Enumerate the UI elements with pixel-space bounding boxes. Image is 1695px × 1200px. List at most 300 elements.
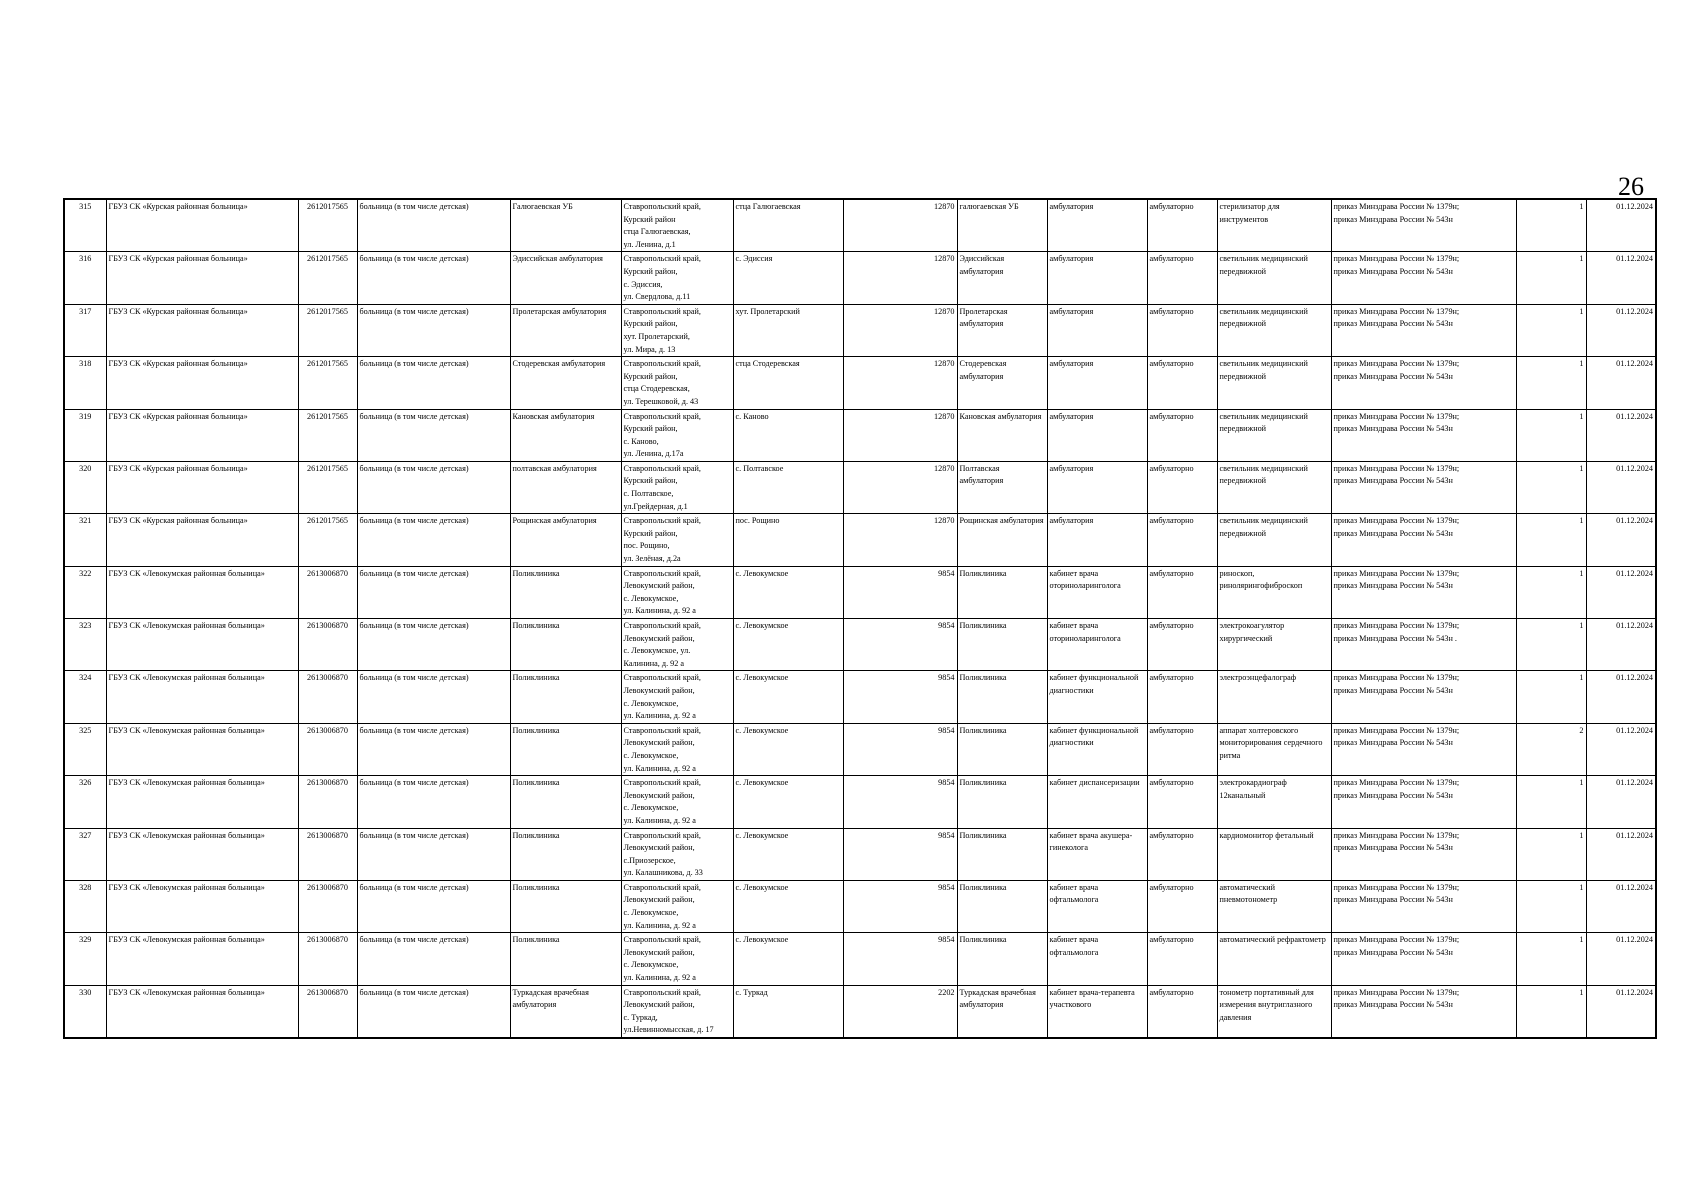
organization-name: ГБУЗ СК «Левокумская районная больница» [106, 671, 298, 723]
locality-cell: с. Левокумское [733, 671, 843, 723]
subunit-cell: Поликлиника [957, 619, 1047, 671]
order-cell [1331, 723, 1516, 775]
address-cell-line: Ставропольский край, [623, 463, 701, 473]
address-cell-line: Левокумский район, [623, 895, 695, 905]
quantity-cell: 1 [1516, 985, 1586, 1038]
address-cell-line: Левокумский район, [623, 633, 695, 643]
address-cell-line: ул. Терешковой, д. 43 [623, 396, 699, 406]
table-row [64, 619, 1656, 671]
table-row [64, 671, 1656, 723]
address-cell-line: с. Левокумское, ул. [623, 646, 691, 656]
address-cell-line: Курский район, [623, 319, 678, 329]
order-cell-line: приказ Минздрава России № 543н [1333, 1000, 1453, 1010]
address-cell-line: с.Приозерское, [623, 855, 676, 865]
subunit-cell: Поликлиника [957, 880, 1047, 932]
order-cell-line: приказ Минздрава России № 543н [1333, 843, 1453, 853]
inn-cell: 2612017565 [298, 252, 357, 304]
row-number: 326 [64, 776, 106, 828]
row-number: 329 [64, 933, 106, 985]
organization-name: ГБУЗ СК «Курская районная больница» [106, 304, 298, 356]
quantity-cell: 1 [1516, 566, 1586, 618]
order-cell [1331, 304, 1516, 356]
order-cell-line: приказ Минздрава России № 543н [1333, 266, 1453, 276]
date-cell: 01.12.2024 [1586, 566, 1656, 618]
room-cell: амбулатория [1047, 461, 1147, 513]
order-cell-line: приказ Минздрава России № 1379н; [1333, 882, 1460, 892]
order-cell [1331, 933, 1516, 985]
row-number: 317 [64, 304, 106, 356]
address-cell-line: с. Эдиссия, [623, 279, 663, 289]
inn-cell: 2613006870 [298, 933, 357, 985]
order-cell-line: приказ Минздрава России № 543н [1333, 790, 1453, 800]
date-cell: 01.12.2024 [1586, 671, 1656, 723]
equipment-cell: электроэнцефалограф [1217, 671, 1331, 723]
quantity-cell: 1 [1516, 619, 1586, 671]
code-cell: 9854 [843, 933, 957, 985]
address-cell-line: с. Каново, [623, 436, 659, 446]
table-row [64, 723, 1656, 775]
care-form-cell: амбулаторно [1147, 566, 1217, 618]
address-cell-line: ул. Калинина, д. 92 а [623, 606, 696, 616]
care-form-cell: амбулаторно [1147, 880, 1217, 932]
date-cell: 01.12.2024 [1586, 409, 1656, 461]
address-cell-line: ул. Калинина, д. 92 а [623, 763, 696, 773]
order-cell-line: приказ Минздрава России № 543н . [1333, 633, 1457, 643]
table-row [64, 252, 1656, 304]
room-cell: кабинет врача офтальмолога [1047, 880, 1147, 932]
structural-unit: Поликлиника [510, 566, 621, 618]
subunit-cell: Поликлиника [957, 723, 1047, 775]
quantity-cell: 1 [1516, 671, 1586, 723]
address-cell-line: Ставропольский край, [623, 673, 701, 683]
care-form-cell: амбулаторно [1147, 776, 1217, 828]
order-cell [1331, 409, 1516, 461]
address-cell-line: Ставропольский край, [623, 568, 701, 578]
structural-unit: Поликлиника [510, 723, 621, 775]
table-row [64, 357, 1656, 409]
code-cell: 12870 [843, 304, 957, 356]
address-cell-line: Курский район [623, 214, 676, 224]
inn-cell: 2612017565 [298, 461, 357, 513]
table-row [64, 828, 1656, 880]
organization-name: ГБУЗ СК «Курская районная больница» [106, 461, 298, 513]
structural-unit: Поликлиника [510, 619, 621, 671]
room-cell: амбулатория [1047, 514, 1147, 566]
locality-cell: с. Левокумское [733, 776, 843, 828]
subunit-cell: Поликлиника [957, 566, 1047, 618]
inn-cell: 2613006870 [298, 985, 357, 1038]
code-cell: 12870 [843, 514, 957, 566]
order-cell [1331, 671, 1516, 723]
address-cell-line: стца Галюгаевская, [623, 227, 691, 237]
row-number: 323 [64, 619, 106, 671]
subunit-cell: Пролетарская амбулатория [957, 304, 1047, 356]
inn-cell: 2613006870 [298, 776, 357, 828]
equipment-cell: светильник медицинский передвижной [1217, 304, 1331, 356]
structural-unit: полтавская амбулатория [510, 461, 621, 513]
care-form-cell: амбулаторно [1147, 304, 1217, 356]
order-cell [1331, 776, 1516, 828]
address-cell-line: Калинина, д. 92 а [623, 658, 685, 668]
organization-name: ГБУЗ СК «Левокумская районная больница» [106, 619, 298, 671]
room-cell: кабинет врача оториноларинголога [1047, 619, 1147, 671]
quantity-cell: 1 [1516, 933, 1586, 985]
address-cell-line: Ставропольский край, [623, 935, 701, 945]
equipment-cell: светильник медицинский передвижной [1217, 357, 1331, 409]
date-cell: 01.12.2024 [1586, 357, 1656, 409]
address-cell [621, 566, 733, 618]
organization-type: больница (в том числе детская) [357, 514, 510, 566]
locality-cell: с. Левокумское [733, 880, 843, 932]
address-cell-line: Левокумский район, [623, 843, 695, 853]
code-cell: 9854 [843, 671, 957, 723]
subunit-cell: Поликлиника [957, 776, 1047, 828]
structural-unit: Поликлиника [510, 933, 621, 985]
address-cell [621, 514, 733, 566]
address-cell [621, 199, 733, 252]
row-number: 321 [64, 514, 106, 566]
date-cell: 01.12.2024 [1586, 776, 1656, 828]
row-number: 315 [64, 199, 106, 252]
order-cell-line: приказ Минздрава России № 543н [1333, 528, 1453, 538]
table-row [64, 304, 1656, 356]
quantity-cell: 1 [1516, 304, 1586, 356]
locality-cell: с. Каново [733, 409, 843, 461]
structural-unit: Кановская амбулатория [510, 409, 621, 461]
table-row [64, 776, 1656, 828]
locality-cell: пос. Рощино [733, 514, 843, 566]
address-cell-line: с. Левокумское, [623, 803, 679, 813]
row-number: 328 [64, 880, 106, 932]
address-cell [621, 409, 733, 461]
table-row [64, 461, 1656, 513]
code-cell: 9854 [843, 880, 957, 932]
address-cell [621, 880, 733, 932]
address-cell [621, 619, 733, 671]
order-cell [1331, 566, 1516, 618]
row-number: 319 [64, 409, 106, 461]
address-cell-line: с. Левокумское, [623, 593, 679, 603]
locality-cell: с. Полтавское [733, 461, 843, 513]
address-cell [621, 252, 733, 304]
locality-cell: с. Левокумское [733, 933, 843, 985]
date-cell: 01.12.2024 [1586, 828, 1656, 880]
order-cell-line: приказ Минздрава России № 543н [1333, 319, 1453, 329]
address-cell [621, 357, 733, 409]
room-cell: амбулатория [1047, 357, 1147, 409]
address-cell-line: Левокумский район, [623, 947, 695, 957]
equipment-cell: кардиомонитор фетальный [1217, 828, 1331, 880]
order-cell [1331, 461, 1516, 513]
organization-name: ГБУЗ СК «Левокумская районная больница» [106, 880, 298, 932]
date-cell: 01.12.2024 [1586, 985, 1656, 1038]
order-cell [1331, 985, 1516, 1038]
organization-name: ГБУЗ СК «Левокумская районная больница» [106, 985, 298, 1038]
address-cell-line: Ставропольский край, [623, 830, 701, 840]
room-cell: кабинет диспансеризации [1047, 776, 1147, 828]
order-cell-line: приказ Минздрава России № 543н [1333, 685, 1453, 695]
organization-type: больница (в том числе детская) [357, 357, 510, 409]
equipment-cell: светильник медицинский передвижной [1217, 252, 1331, 304]
organization-type: больница (в том числе детская) [357, 985, 510, 1038]
equipment-cell: риноскоп, ринолярингофиброскоп [1217, 566, 1331, 618]
equipment-registry-table [63, 198, 1657, 1039]
table-row [64, 880, 1656, 932]
order-cell-line: приказ Минздрава России № 1379н; [1333, 987, 1460, 997]
date-cell: 01.12.2024 [1586, 199, 1656, 252]
organization-type: больница (в том числе детская) [357, 828, 510, 880]
subunit-cell: Полтавская амбулатория [957, 461, 1047, 513]
address-cell-line: Ставропольский край, [623, 516, 701, 526]
code-cell: 12870 [843, 199, 957, 252]
structural-unit: Пролетарская амбулатория [510, 304, 621, 356]
organization-name: ГБУЗ СК «Левокумская районная больница» [106, 566, 298, 618]
code-cell: 9854 [843, 619, 957, 671]
order-cell-line: приказ Минздрава России № 543н [1333, 424, 1453, 434]
room-cell: кабинет врача офтальмолога [1047, 933, 1147, 985]
code-cell: 12870 [843, 252, 957, 304]
date-cell: 01.12.2024 [1586, 619, 1656, 671]
quantity-cell: 2 [1516, 723, 1586, 775]
inn-cell: 2612017565 [298, 409, 357, 461]
order-cell-line: приказ Минздрава России № 1379н; [1333, 673, 1460, 683]
organization-type: больница (в том числе детская) [357, 199, 510, 252]
inn-cell: 2613006870 [298, 723, 357, 775]
address-cell-line: Курский район, [623, 266, 678, 276]
room-cell: амбулатория [1047, 409, 1147, 461]
care-form-cell: амбулаторно [1147, 199, 1217, 252]
order-cell-line: приказ Минздрава России № 1379н; [1333, 778, 1460, 788]
subunit-cell: Кановская амбулатория [957, 409, 1047, 461]
equipment-cell: автоматический пневмотонометр [1217, 880, 1331, 932]
equipment-cell: электрокоагулятор хирургический [1217, 619, 1331, 671]
inn-cell: 2612017565 [298, 199, 357, 252]
order-cell-line: приказ Минздрава России № 1379н; [1333, 935, 1460, 945]
address-cell-line: Ставропольский край, [623, 882, 701, 892]
address-cell-line: Ставропольский край, [623, 987, 701, 997]
code-cell: 9854 [843, 566, 957, 618]
address-cell-line: стца Стодеревская, [623, 384, 690, 394]
address-cell-line: с. Полтавское, [623, 489, 674, 499]
code-cell: 12870 [843, 409, 957, 461]
order-cell [1331, 828, 1516, 880]
organization-type: больница (в том числе детская) [357, 671, 510, 723]
organization-type: больница (в том числе детская) [357, 252, 510, 304]
locality-cell: с. Левокумское [733, 828, 843, 880]
code-cell: 9854 [843, 723, 957, 775]
organization-type: больница (в том числе детская) [357, 461, 510, 513]
organization-type: больница (в том числе детская) [357, 723, 510, 775]
order-cell-line: приказ Минздрава России № 1379н; [1333, 359, 1460, 369]
care-form-cell: амбулаторно [1147, 828, 1217, 880]
subunit-cell: Поликлиника [957, 671, 1047, 723]
address-cell [621, 985, 733, 1038]
address-cell-line: Ставропольский край, [623, 411, 701, 421]
date-cell: 01.12.2024 [1586, 304, 1656, 356]
inn-cell: 2612017565 [298, 357, 357, 409]
organization-type: больница (в том числе детская) [357, 409, 510, 461]
code-cell: 9854 [843, 776, 957, 828]
equipment-cell: электрокардиограф 12канальный [1217, 776, 1331, 828]
order-cell-line: приказ Минздрава России № 1379н; [1333, 463, 1460, 473]
address-cell [621, 304, 733, 356]
locality-cell: стца Галюгаевская [733, 199, 843, 252]
inn-cell: 2612017565 [298, 304, 357, 356]
address-cell-line: ул. Ленина, д.1 [623, 239, 676, 249]
address-cell [621, 461, 733, 513]
date-cell: 01.12.2024 [1586, 933, 1656, 985]
order-cell-line: приказ Минздрава России № 543н [1333, 371, 1453, 381]
quantity-cell: 1 [1516, 252, 1586, 304]
quantity-cell: 1 [1516, 357, 1586, 409]
row-number: 325 [64, 723, 106, 775]
order-cell-line: приказ Минздрава России № 543н [1333, 738, 1453, 748]
row-number: 324 [64, 671, 106, 723]
address-cell-line: Левокумский район, [623, 1000, 695, 1010]
quantity-cell: 1 [1516, 409, 1586, 461]
organization-type: больница (в том числе детская) [357, 933, 510, 985]
organization-type: больница (в том числе детская) [357, 619, 510, 671]
date-cell: 01.12.2024 [1586, 252, 1656, 304]
order-cell-line: приказ Минздрава России № 543н [1333, 476, 1453, 486]
equipment-cell: аппарат холтеровского мониторирования сердечного ритма [1217, 723, 1331, 775]
row-number: 330 [64, 985, 106, 1038]
address-cell-line: ул.Грейдерная, д.1 [623, 501, 688, 511]
organization-name: ГБУЗ СК «Левокумская районная больница» [106, 723, 298, 775]
quantity-cell: 1 [1516, 776, 1586, 828]
table-row [64, 409, 1656, 461]
organization-type: больница (в том числе детская) [357, 880, 510, 932]
equipment-cell: светильник медицинский передвижной [1217, 409, 1331, 461]
address-cell-line: Курский район, [623, 476, 678, 486]
address-cell-line: с. Левокумское, [623, 698, 679, 708]
order-cell [1331, 357, 1516, 409]
organization-type: больница (в том числе детская) [357, 304, 510, 356]
address-cell [621, 776, 733, 828]
order-cell [1331, 514, 1516, 566]
organization-type: больница (в том числе детская) [357, 566, 510, 618]
address-cell-line: Курский район, [623, 424, 678, 434]
room-cell: амбулатория [1047, 199, 1147, 252]
address-cell-line: с. Левокумское, [623, 750, 679, 760]
order-cell-line: приказ Минздрава России № 1379н; [1333, 621, 1460, 630]
address-cell-line: с. Левокумское, [623, 960, 679, 970]
organization-name: ГБУЗ СК «Левокумская районная больница» [106, 776, 298, 828]
room-cell: кабинет функциональной диагностики [1047, 671, 1147, 723]
order-cell-line: приказ Минздрава России № 543н [1333, 581, 1453, 591]
room-cell: амбулатория [1047, 304, 1147, 356]
code-cell: 12870 [843, 461, 957, 513]
care-form-cell: амбулаторно [1147, 409, 1217, 461]
care-form-cell: амбулаторно [1147, 252, 1217, 304]
address-cell-line: хут. Пролетарский, [623, 331, 690, 341]
care-form-cell: амбулаторно [1147, 514, 1217, 566]
inn-cell: 2612017565 [298, 514, 357, 566]
room-cell: кабинет врача-терапевта участкового [1047, 985, 1147, 1038]
address-cell-line: Левокумский район, [623, 581, 695, 591]
equipment-cell: светильник медицинский передвижной [1217, 514, 1331, 566]
address-cell-line: Курский район, [623, 371, 678, 381]
locality-cell: хут. Пролетарский [733, 304, 843, 356]
inn-cell: 2613006870 [298, 566, 357, 618]
structural-unit: Поликлиника [510, 671, 621, 723]
equipment-cell: стерилизатор для инструментов [1217, 199, 1331, 252]
subunit-cell: Поликлиника [957, 933, 1047, 985]
date-cell: 01.12.2024 [1586, 461, 1656, 513]
address-cell-line: ул. Калинина, д. 92 а [623, 815, 696, 825]
room-cell: кабинет врача акушера-гинеколога [1047, 828, 1147, 880]
row-number: 320 [64, 461, 106, 513]
address-cell-line: Ставропольский край, [623, 202, 701, 211]
organization-name: ГБУЗ СК «Курская районная больница» [106, 252, 298, 304]
care-form-cell: амбулаторно [1147, 357, 1217, 409]
address-cell-line: Ставропольский край, [623, 778, 701, 788]
row-number: 316 [64, 252, 106, 304]
inn-cell: 2613006870 [298, 619, 357, 671]
organization-type: больница (в том числе детская) [357, 776, 510, 828]
address-cell-line: ул. Калинина, д. 92 а [623, 920, 696, 930]
structural-unit: Поликлиника [510, 776, 621, 828]
quantity-cell: 1 [1516, 880, 1586, 932]
locality-cell: с. Левокумское [733, 723, 843, 775]
address-cell-line: с. Левокумское, [623, 908, 679, 918]
page-number: 26 [1618, 172, 1644, 201]
quantity-cell: 1 [1516, 828, 1586, 880]
structural-unit: Туркадская врачебная амбулатория [510, 985, 621, 1038]
structural-unit: Эдиссийская амбулатория [510, 252, 621, 304]
care-form-cell: амбулаторно [1147, 461, 1217, 513]
address-cell-line: ул. Калинина, д. 92 а [623, 973, 696, 983]
inn-cell: 2613006870 [298, 828, 357, 880]
equipment-cell: светильник медицинский передвижной [1217, 461, 1331, 513]
code-cell: 2202 [843, 985, 957, 1038]
subunit-cell: Рощинская амбулатория [957, 514, 1047, 566]
organization-name: ГБУЗ СК «Левокумская районная больница» [106, 828, 298, 880]
organization-name: ГБУЗ СК «Левокумская районная больница» [106, 933, 298, 985]
table-row [64, 514, 1656, 566]
address-cell-line: Ставропольский край, [623, 725, 701, 735]
row-number: 322 [64, 566, 106, 618]
address-cell-line: ул. Мира, д. 13 [623, 344, 676, 354]
address-cell-line: Левокумский район, [623, 790, 695, 800]
address-cell-line: ул. Ленина, д.17а [623, 449, 684, 459]
row-number: 318 [64, 357, 106, 409]
order-cell-line: приказ Минздрава России № 543н [1333, 895, 1453, 905]
structural-unit: Рощинская амбулатория [510, 514, 621, 566]
quantity-cell: 1 [1516, 461, 1586, 513]
row-number: 327 [64, 828, 106, 880]
order-cell-line: приказ Минздрава России № 543н [1333, 214, 1453, 224]
table-row [64, 199, 1656, 252]
order-cell-line: приказ Минздрава России № 1379н; [1333, 202, 1460, 211]
address-cell-line: ул. Зелёная, д.2а [623, 554, 681, 564]
address-cell-line: Левокумский район, [623, 685, 695, 695]
order-cell-line: приказ Минздрава России № 1379н; [1333, 411, 1460, 421]
address-cell-line: ул. Калинина, д. 92 а [623, 711, 696, 721]
address-cell-line: Ставропольский край, [623, 306, 701, 316]
code-cell: 9854 [843, 828, 957, 880]
locality-cell: с. Эдиссия [733, 252, 843, 304]
order-cell-line: приказ Минздрава России № 1379н; [1333, 725, 1460, 735]
address-cell-line: ул.Невинномысская, д. 17 [623, 1025, 714, 1035]
room-cell: амбулатория [1047, 252, 1147, 304]
order-cell-line: приказ Минздрава России № 543н [1333, 947, 1453, 957]
locality-cell: с. Левокумское [733, 566, 843, 618]
inn-cell: 2613006870 [298, 671, 357, 723]
care-form-cell: амбулаторно [1147, 671, 1217, 723]
address-cell-line: Курский район, [623, 528, 678, 538]
table-row [64, 566, 1656, 618]
